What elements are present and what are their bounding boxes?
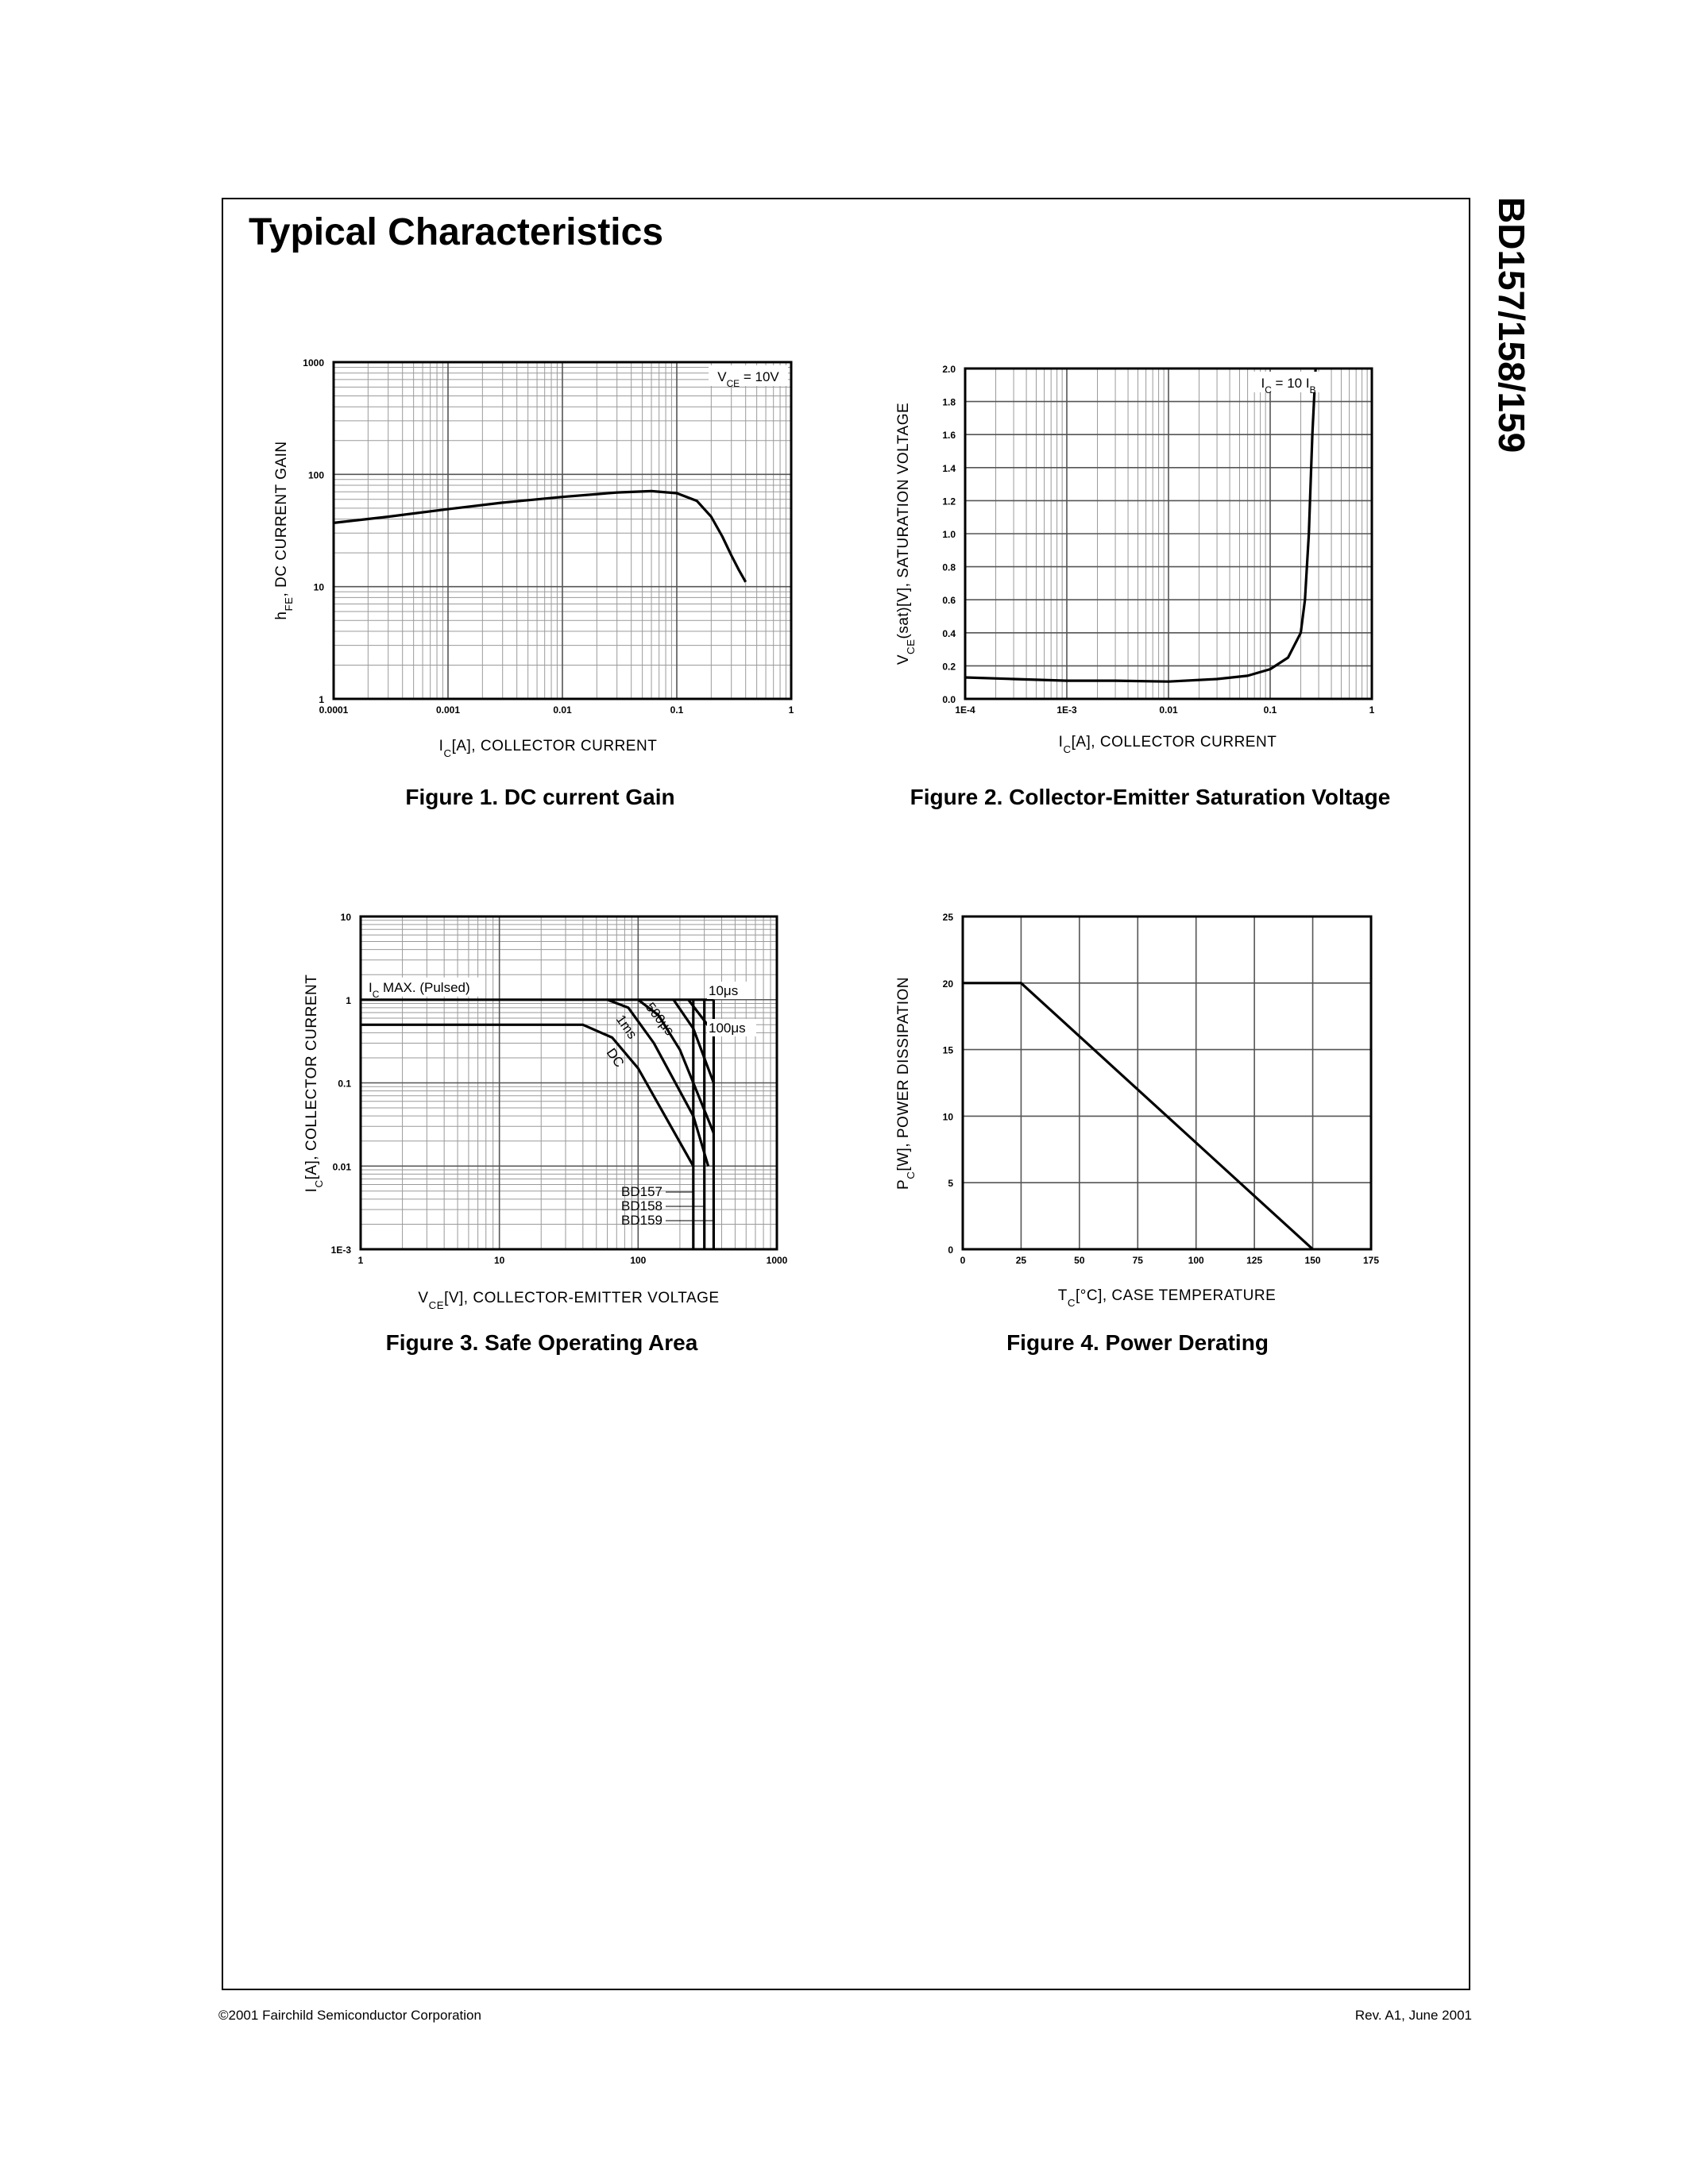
fig1-x-axis-label: $I_C[A]$, COLLECTOR CURRENT — [438, 738, 658, 759]
fig3-device-label: BD158 — [621, 1198, 662, 1214]
fig4-y-tick-label: 10 — [942, 1111, 953, 1123]
fig3-curve-label-1ms: 1ms — [612, 1012, 640, 1042]
fig4-x-tick-label: 75 — [1132, 1255, 1143, 1266]
footer-revision: Rev. A1, June 2001 — [1354, 2008, 1472, 2023]
fig2-y-tick-label: 0.6 — [942, 595, 956, 607]
fig2-y-tick-label: 1.0 — [942, 529, 956, 540]
fig2-annotation: $I_C = 10$ $I_B$ — [1261, 376, 1316, 396]
fig3-curve-label-500us: 500μs — [642, 999, 678, 1039]
fig2-series-vce-sat- — [965, 369, 1315, 681]
fig3-y-tick-label: 0.01 — [332, 1161, 351, 1173]
footer-copyright: ©2001 Fairchild Semiconductor Corporation — [218, 2008, 481, 2023]
fig3-y-tick-label: 0.1 — [338, 1078, 351, 1090]
figure-2-caption: Figure 2. Collector-Emitter Saturation Voltage — [910, 785, 1391, 809]
fig3-x-tick-label: 1 — [357, 1255, 364, 1266]
fig3-x-tick-label: 10 — [493, 1255, 505, 1266]
fig2-x-tick-label: 1E-3 — [1056, 704, 1077, 716]
fig1-y-tick-label: 1 — [319, 694, 324, 705]
fig2-x-tick-label: 0.01 — [1159, 704, 1178, 716]
fig3-y-tick-label: 10 — [340, 912, 351, 923]
fig4-y-axis-label: $P_C[W]$, POWER DISSIPATION — [895, 977, 917, 1190]
fig4-chart — [895, 912, 1379, 1309]
fig1-grid — [334, 362, 791, 699]
fig4-x-tick-label: 100 — [1188, 1255, 1204, 1266]
fig3-y-axis-label: $I_C[A]$, COLLECTOR CURRENT — [303, 974, 325, 1193]
fig2-y-tick-label: 1.2 — [942, 496, 956, 507]
fig2-y-tick-label: 2.0 — [942, 364, 956, 375]
fig4-x-tick-label: 175 — [1362, 1255, 1380, 1266]
page-title: Typical Characteristics — [249, 211, 664, 253]
fig3-chart — [303, 912, 788, 1311]
figure-1-caption: Figure 1. DC current Gain — [405, 785, 675, 809]
fig4-y-tick-label: 5 — [948, 1178, 953, 1190]
fig1-x-tick-label: 0.1 — [670, 704, 684, 716]
fig1-x-tick-label: 0.0001 — [319, 704, 349, 716]
fig4-x-tick-label: 25 — [1015, 1255, 1027, 1266]
figure-4-caption: Figure 4. Power Derating — [1006, 1330, 1269, 1355]
fig2-y-tick-label: 0.2 — [942, 661, 956, 673]
fig2-y-tick-label: 1.8 — [942, 396, 956, 408]
fig2-x-axis-label: $I_C[A]$, COLLECTOR CURRENT — [1058, 734, 1277, 755]
fig4-y-tick-label: 0 — [948, 1244, 953, 1256]
fig4-y-tick-label: 20 — [942, 978, 953, 990]
fig1-x-tick-label: 1 — [788, 704, 794, 716]
fig3-x-tick-label: 100 — [630, 1255, 647, 1266]
fig4-plot-frame — [963, 916, 1371, 1249]
fig2-y-axis-label: $V_{CE}(sat)[V]$, SATURATION VOLTAGE — [895, 402, 917, 666]
fig3-annotation: $I_C$ MAX. (Pulsed) — [369, 979, 470, 1000]
fig3-curve-label-100us: 100μs — [709, 1021, 746, 1036]
fig1-y-tick-label: 10 — [313, 581, 324, 593]
fig1-chart — [273, 357, 794, 759]
fig2-y-tick-label: 0.4 — [942, 627, 956, 639]
fig2-y-tick-label: 1.6 — [942, 430, 956, 442]
fig3-x-tick-label: 1000 — [766, 1255, 788, 1266]
fig3-curve-label-10us: 10μs — [709, 983, 739, 998]
fig4-y-tick-label: 15 — [942, 1044, 953, 1056]
fig4-grid — [963, 916, 1371, 1249]
fig2-y-tick-label: 0.0 — [942, 694, 956, 705]
fig2-x-tick-label: 1E-4 — [955, 704, 975, 716]
fig1-x-tick-label: 0.01 — [553, 704, 572, 716]
fig2-x-tick-label: 0.1 — [1263, 704, 1277, 716]
fig3-y-tick-label: 1 — [346, 994, 351, 1006]
fig4-x-tick-label: 50 — [1074, 1255, 1085, 1266]
fig1-y-tick-label: 1000 — [303, 357, 324, 369]
fig4-x-tick-label: 125 — [1246, 1255, 1263, 1266]
fig3-device-label: BD157 — [621, 1184, 662, 1199]
fig3-x-axis-label: $V_{CE}[V]$, COLLECTOR-EMITTER VOLTAGE — [418, 1290, 720, 1311]
fig4-x-tick-label: 150 — [1304, 1255, 1321, 1266]
fig1-y-tick-label: 100 — [307, 469, 324, 481]
side-title-text: BD157/158/159 — [1491, 197, 1532, 453]
fig2-y-tick-label: 1.4 — [942, 462, 956, 474]
fig4-x-axis-label: $T_C[^\circ C]$, CASE TEMPERATURE — [1057, 1287, 1277, 1309]
fig1-y-axis-label: $h_{FE}$, DC CURRENT GAIN — [273, 441, 295, 620]
fig1-annotation: $V_{CE} = 10V$ — [717, 369, 779, 389]
fig2-grid — [965, 369, 1372, 699]
fig1-x-tick-label: 0.001 — [435, 704, 461, 716]
fig2-chart — [895, 364, 1375, 755]
fig3-curve-label-dc: DC — [603, 1045, 628, 1071]
fig3-device-label: BD159 — [621, 1213, 662, 1228]
fig3-y-tick-label: 1E-3 — [330, 1244, 351, 1256]
fig1-series-hfe — [334, 491, 746, 581]
fig4-x-tick-label: 0 — [960, 1255, 966, 1266]
fig2-x-tick-label: 1 — [1369, 704, 1375, 716]
fig4-y-tick-label: 25 — [942, 912, 953, 923]
fig2-y-tick-label: 0.8 — [942, 561, 956, 573]
figure-3-caption: Figure 3. Safe Operating Area — [385, 1330, 698, 1355]
